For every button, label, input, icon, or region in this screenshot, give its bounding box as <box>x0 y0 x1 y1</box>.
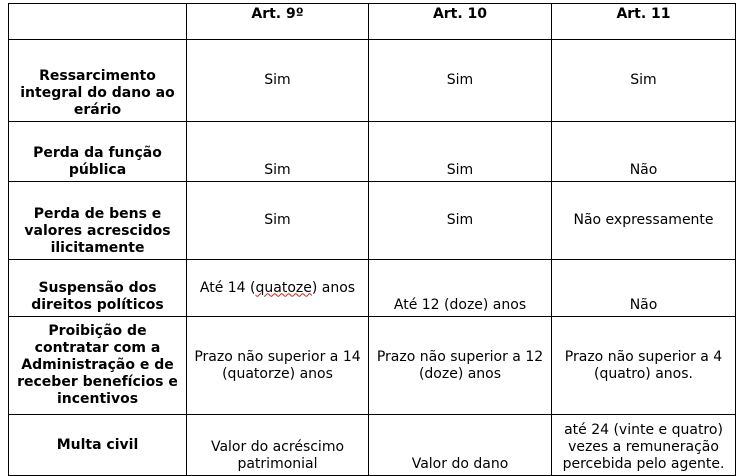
row-label: Proibição de contratar com a Administração e de receber benefícios e incentivos <box>9 317 187 415</box>
table-row <box>9 40 736 122</box>
table-cell: Até 12 (doze) anos <box>369 260 552 317</box>
table-cell: Sim <box>187 122 369 182</box>
table-cell: até 24 (vinte e quatro) vezes a remuneração percebida pelo agente. <box>552 415 736 476</box>
table-row <box>9 317 736 415</box>
header-art-11: Art. 11 <box>552 4 736 40</box>
table-cell: Sim <box>369 182 552 260</box>
table-row <box>9 122 736 182</box>
spellcheck-underline: quatoze <box>255 279 312 296</box>
table-row <box>9 182 736 260</box>
header-row <box>9 4 736 40</box>
table-cell: Prazo não superior a 4 (quatro) anos. <box>552 317 736 415</box>
table-cell: Valor do dano <box>369 415 552 476</box>
table-row <box>9 415 736 476</box>
header-art-9: Art. 9º <box>187 4 369 40</box>
table-cell: Prazo não superior a 12 (doze) anos <box>369 317 552 415</box>
row-label: Multa civil <box>9 415 187 476</box>
table-cell: Não expressamente <box>552 182 736 260</box>
table-cell: Valor do acréscimo patrimonial <box>187 415 369 476</box>
row-label: Suspensão dos direitos políticos <box>9 260 187 317</box>
row-label: Perda de bens e valores acrescidos ilicitamente <box>9 182 187 260</box>
table-cell <box>187 260 369 317</box>
table-cell: Sim <box>187 40 369 122</box>
row-label: Ressarcimento integral do dano ao erário <box>9 40 187 122</box>
table-cell: Sim <box>369 122 552 182</box>
table-cell: Não <box>552 122 736 182</box>
table-row <box>9 260 736 317</box>
header-corner <box>9 4 187 40</box>
table-cell: Sim <box>552 40 736 122</box>
table-cell: Não <box>552 260 736 317</box>
table-cell-text: Até 14 (quatoze) anos <box>199 279 356 296</box>
sanctions-table <box>8 3 736 476</box>
table-cell: Prazo não superior a 14 (quatorze) anos <box>187 317 369 415</box>
header-art-10: Art. 10 <box>369 4 552 40</box>
table-cell: Sim <box>369 40 552 122</box>
table-cell: Sim <box>187 182 369 260</box>
row-label: Perda da função pública <box>9 122 187 182</box>
